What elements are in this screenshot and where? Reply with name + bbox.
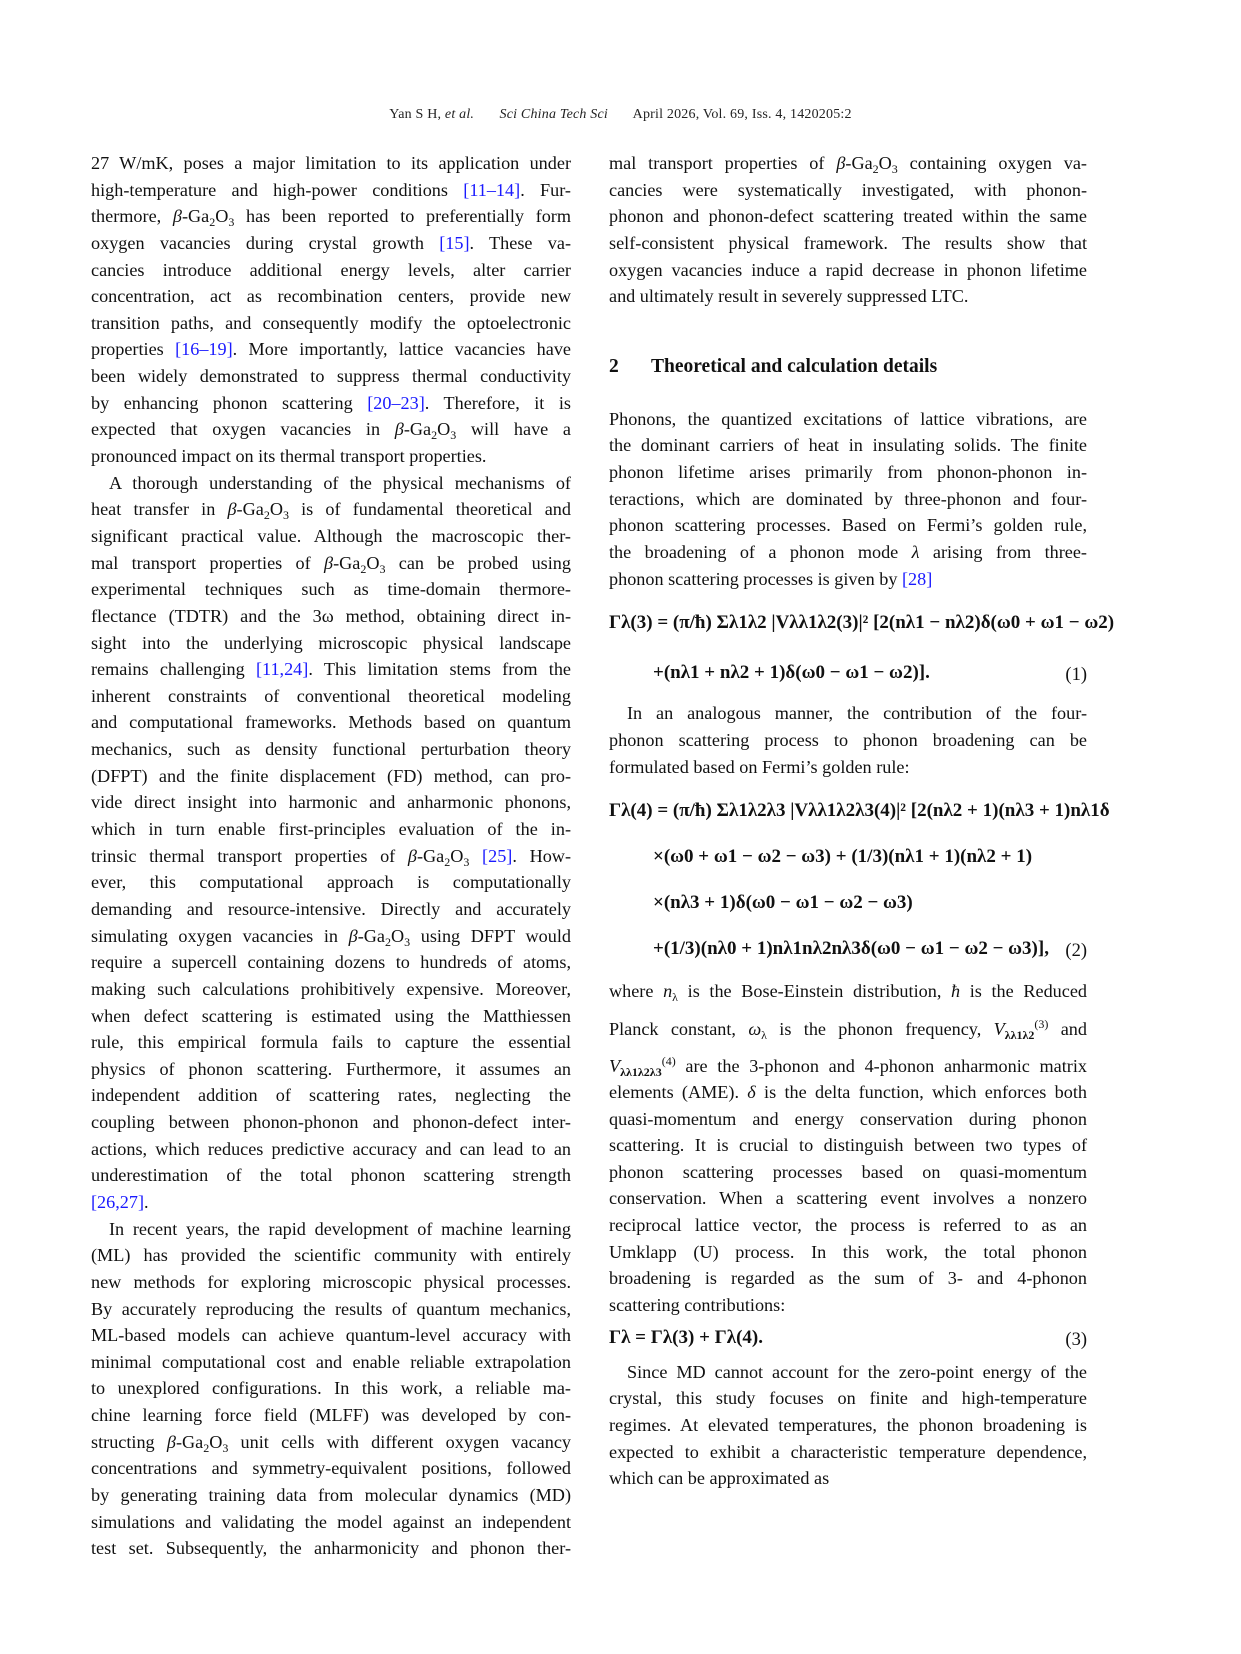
text-line: phonon and phonon-defect scattering treated within the same — [609, 206, 1087, 227]
text-line: Phonons, the quantized excitations of lattice vibrations, are — [609, 408, 1087, 429]
section-title: Theoretical and calculation details — [651, 355, 938, 377]
text-line: mal transport properties of $\beta-Ga_2O_3$ containing oxygen va- — [609, 153, 1087, 176]
text-line: concentrations and symmetry-equivalent positions, followed — [91, 1458, 571, 1479]
running-header — [0, 107, 1241, 123]
left-column — [91, 150, 571, 1562]
equation-2-line-4: +(1/3)(nλ0 + 1)nλ1nλ2nλ3δ(ω0 − ω1 − ω2 − ω3)], — [653, 938, 1049, 960]
text-line: actions, which reduces predictive accuracy and can lead to an — [91, 1138, 571, 1159]
text-line: which can be approximated as — [609, 1468, 830, 1489]
header-citation: April 2026, Vol. 69, Iss. 4, 1420205:2 — [632, 107, 852, 122]
text-line: cancies were systematically investigated, with phonon- — [609, 179, 1087, 200]
equation-3-body: Γλ = Γλ(3) + Γλ(4). — [609, 1326, 763, 1348]
text-line: vide direct insight into harmonic and anharmonic phonons, — [91, 792, 571, 813]
equation-number: (2) — [1065, 941, 1087, 962]
text-line: demanding and resource-intensive. Directly and accurately — [91, 898, 571, 919]
text-line: mechanics, such as density functional perturbation theory — [91, 739, 571, 760]
text-line: expected that oxygen vacancies in $\beta-Ga_2O_3$ will have a — [91, 419, 572, 443]
citation-link[interactable]: [15] — [439, 232, 470, 253]
text-line: oxygen vacancies induce a rapid decrease in phonon lifetime — [609, 259, 1087, 280]
text-line: coupling between phonon-phonon and phonon-defect inter- — [91, 1112, 571, 1133]
text-line: simulations and validating the model against an independent — [91, 1511, 571, 1532]
text-line: In recent years, the rapid development of machine learning — [109, 1218, 571, 1239]
text-line: Planck constant, $\omega_\lambda$ is the phonon frequency, $V_{\lambda\lambda 1\lambda 2}^{(3)}$ and — [609, 1016, 1087, 1042]
text-line: inherent constraints of conventional theoretical modeling — [91, 685, 571, 706]
text-line: (DFPT) and the finite displacement (FD) method, can pro- — [91, 765, 571, 786]
text-line: ever, this computational approach is computationally — [91, 872, 571, 893]
equation-2-line-2: ×(ω0 + ω1 − ω2 − ω3) + (1/3)(nλ1 + 1)(nλ2 + 1) — [653, 846, 1033, 868]
equation-1-line-1: Γλ(3) = (π/ħ) Σλ1λ2 |Vλλ1λ2(3)|² [2(nλ1 − nλ2)δ(ω0 + ω1 − ω2) — [609, 612, 1115, 634]
text-line: and computational frameworks. Methods based on quantum — [91, 712, 571, 733]
text-line: expected to exhibit a characteristic temperature dependence, — [609, 1441, 1087, 1462]
citation-link[interactable]: [20–23] — [367, 392, 425, 413]
text-line: trinsic thermal transport properties of $\beta-Ga_2O_3$ [25]. How- — [91, 845, 571, 869]
text-line: transition paths, and consequently modify the optoelectronic — [91, 312, 571, 333]
text-line: structing $\beta-Ga_2O_3$ unit cells with different oxygen vacancy — [91, 1431, 571, 1455]
text-line: significant practical value. Although the macroscopic ther- — [91, 525, 571, 546]
citation-link[interactable]: [26,27] — [91, 1191, 145, 1212]
text-line: oxygen vacancies during crystal growth [15]. These va- — [91, 232, 571, 253]
text-line: phonon lifetime arises primarily from phonon-phonon in- — [609, 462, 1087, 483]
equation-2-line-1: Γλ(4) = (π/ħ) Σλ1λ2λ3 |Vλλ1λ2λ3(4)|² [2(nλ2 + 1)(nλ3 + 1)nλ1δ — [609, 800, 1110, 822]
text-line: high-temperature and high-power conditions [11–14]. Fur- — [91, 179, 571, 200]
text-line: quasi-momentum and energy conservation during phonon — [609, 1108, 1087, 1129]
text-line: broadening is regarded as the sum of 3- and 4-phonon — [609, 1268, 1087, 1289]
text-line: Umklapp (U) process. In this work, the total phonon — [609, 1241, 1087, 1262]
text-line: independent addition of scattering rates, neglecting the — [91, 1085, 571, 1106]
text-line: phonon scattering process to phonon broadening can be — [609, 729, 1087, 750]
text-line: test set. Subsequently, the anharmonicity and phonon ther- — [91, 1538, 571, 1559]
equation-1-line-2: +(nλ1 + nλ2 + 1)δ(ω0 − ω1 − ω2)]. — [653, 662, 930, 684]
text-line: regimes. At elevated temperatures, the phonon broadening is — [609, 1414, 1087, 1435]
text-line: to unexplored configurations. In this work, a reliable ma- — [91, 1378, 571, 1399]
text-line: A thorough understanding of the physical mechanisms of — [109, 472, 571, 493]
citation-link[interactable]: [11–14] — [463, 179, 521, 200]
equation-number: (3) — [1065, 1329, 1087, 1350]
text-line: reciprocal lattice vector, the process is referred to as an — [609, 1215, 1087, 1236]
text-line: [26,27]. — [91, 1191, 149, 1212]
text-line: thermore, $\beta-Ga_2O_3$ has been reported to preferentially form — [91, 206, 571, 230]
text-line: underestimation of the total phonon scattering strength — [91, 1165, 571, 1186]
text-line: heat transfer in $\beta-Ga_2O_3$ is of fundamental theoretical and — [91, 499, 571, 523]
equation-2-line-3: ×(nλ3 + 1)δ(ω0 − ω1 − ω2 − ω3) — [653, 892, 913, 914]
text-line: In an analogous manner, the contribution of the four- — [627, 703, 1087, 724]
text-line: self-consistent physical framework. The results show that — [609, 232, 1087, 253]
text-line: Since MD cannot account for the zero-point energy of the — [627, 1361, 1087, 1382]
equation-3 — [609, 1319, 1087, 1359]
header-authors: Yan S H, — [389, 107, 442, 122]
text-line: the broadening of a phonon mode λ arising from three- — [609, 542, 1087, 563]
text-line: scattering contributions: — [609, 1295, 786, 1316]
text-line: new methods for exploring microscopic physical processes. — [91, 1271, 571, 1292]
text-line: the dominant carriers of heat in insulating solids. The finite — [609, 435, 1087, 456]
citation-link[interactable]: [25] — [482, 845, 513, 866]
text-line: simulating oxygen vacancies in $\beta-Ga_2O_3$ using DFPT would — [91, 925, 571, 949]
text-line: By accurately reproducing the results of quantum mechanics, — [91, 1298, 571, 1319]
text-line: cancies introduce additional energy levels, alter carrier — [91, 259, 571, 280]
text-line: ML-based models can achieve quantum-level accuracy with — [91, 1325, 571, 1346]
header-journal: Sci China Tech Sci — [499, 107, 608, 122]
text-line: when defect scattering is estimated using the Matthiessen — [91, 1005, 571, 1026]
text-line: (ML) has provided the scientific community with entirely — [91, 1245, 571, 1266]
text-line: physics of phonon scattering. Furthermore, it assumes an — [91, 1058, 571, 1079]
text-line: phonon scattering processes based on quasi-momentum — [609, 1161, 1087, 1182]
text-line: experimental techniques such as time-domain thermore- — [91, 579, 571, 600]
text-line: $V_{\lambda\lambda 1\lambda 2\lambda 3}^{(4)}$ are the 3-phonon and 4-phonon anharmonic matrix — [609, 1053, 1087, 1079]
text-line: sight into the underlying microscopic physical landscape — [91, 632, 571, 653]
text-line: mal transport properties of $\beta-Ga_2O_3$ can be probed using — [91, 552, 571, 576]
text-line: remains challenging [11,24]. This limitation stems from the — [91, 659, 571, 680]
text-line: require a supercell containing dozens to hundreds of atoms, — [91, 952, 571, 973]
text-line: been widely demonstrated to suppress thermal conductivity — [91, 366, 571, 387]
text-line: rule, this empirical formula fails to capture the essential — [91, 1032, 571, 1053]
text-line: 27 W/mK, poses a major limitation to its application under — [91, 153, 571, 173]
text-line: crystal, this study focuses on finite and high-temperature — [609, 1388, 1087, 1409]
header-etal: et al. — [444, 107, 475, 122]
citation-link[interactable]: [28] — [901, 568, 933, 589]
text-line: properties [16–19]. More importantly, lattice vacancies have — [91, 339, 571, 360]
text-line: phonon scattering processes. Based on Fermi’s golden rule, — [609, 515, 1087, 536]
text-line: chine learning force field (MLFF) was developed by con- — [91, 1405, 571, 1426]
right-column — [609, 150, 1115, 1492]
text-line: elements (AME). δ is the delta function, which enforces both — [609, 1081, 1088, 1102]
text-line: teractions, which are dominated by three-phonon and four- — [609, 488, 1087, 509]
text-line: formulated based on Fermi’s golden rule: — [609, 756, 910, 777]
text-line: phonon scattering processes is given by [28] — [609, 568, 933, 589]
section-number: 2 — [609, 355, 619, 377]
equation-1 — [609, 600, 1115, 700]
text-line: minimal computational cost and enable reliable extrapolation — [91, 1351, 571, 1372]
text-line: which in turn enable first-principles evaluation of the in- — [91, 819, 571, 840]
equation-2 — [609, 788, 1110, 972]
text-line: conservation. When a scattering event involves a nonzero — [609, 1188, 1087, 1209]
text-line: scattering. It is crucial to distinguish between two types of — [609, 1135, 1087, 1156]
citation-link[interactable]: [16–19] — [175, 339, 233, 360]
text-line: where $n_\lambda$ is the Bose-Einstein distribution, ħ is the Reduced — [609, 981, 1087, 1005]
text-line: flectance (TDTR) and the 3ω method, obtaining direct in- — [91, 605, 571, 626]
text-line: by enhancing phonon scattering [20–23]. Therefore, it is — [91, 392, 571, 413]
text-line: pronounced impact on its thermal transport properties. — [91, 446, 487, 467]
text-line: making such calculations prohibitively expensive. Moreover, — [91, 978, 571, 999]
equation-number: (1) — [1065, 665, 1087, 686]
text-line: concentration, act as recombination centers, provide new — [91, 286, 571, 307]
section-heading — [609, 354, 1087, 380]
text-line: and ultimately result in severely suppressed LTC. — [609, 286, 969, 307]
text-line: by generating training data from molecular dynamics (MD) — [91, 1485, 571, 1506]
citation-link[interactable]: [11,24] — [255, 659, 309, 680]
